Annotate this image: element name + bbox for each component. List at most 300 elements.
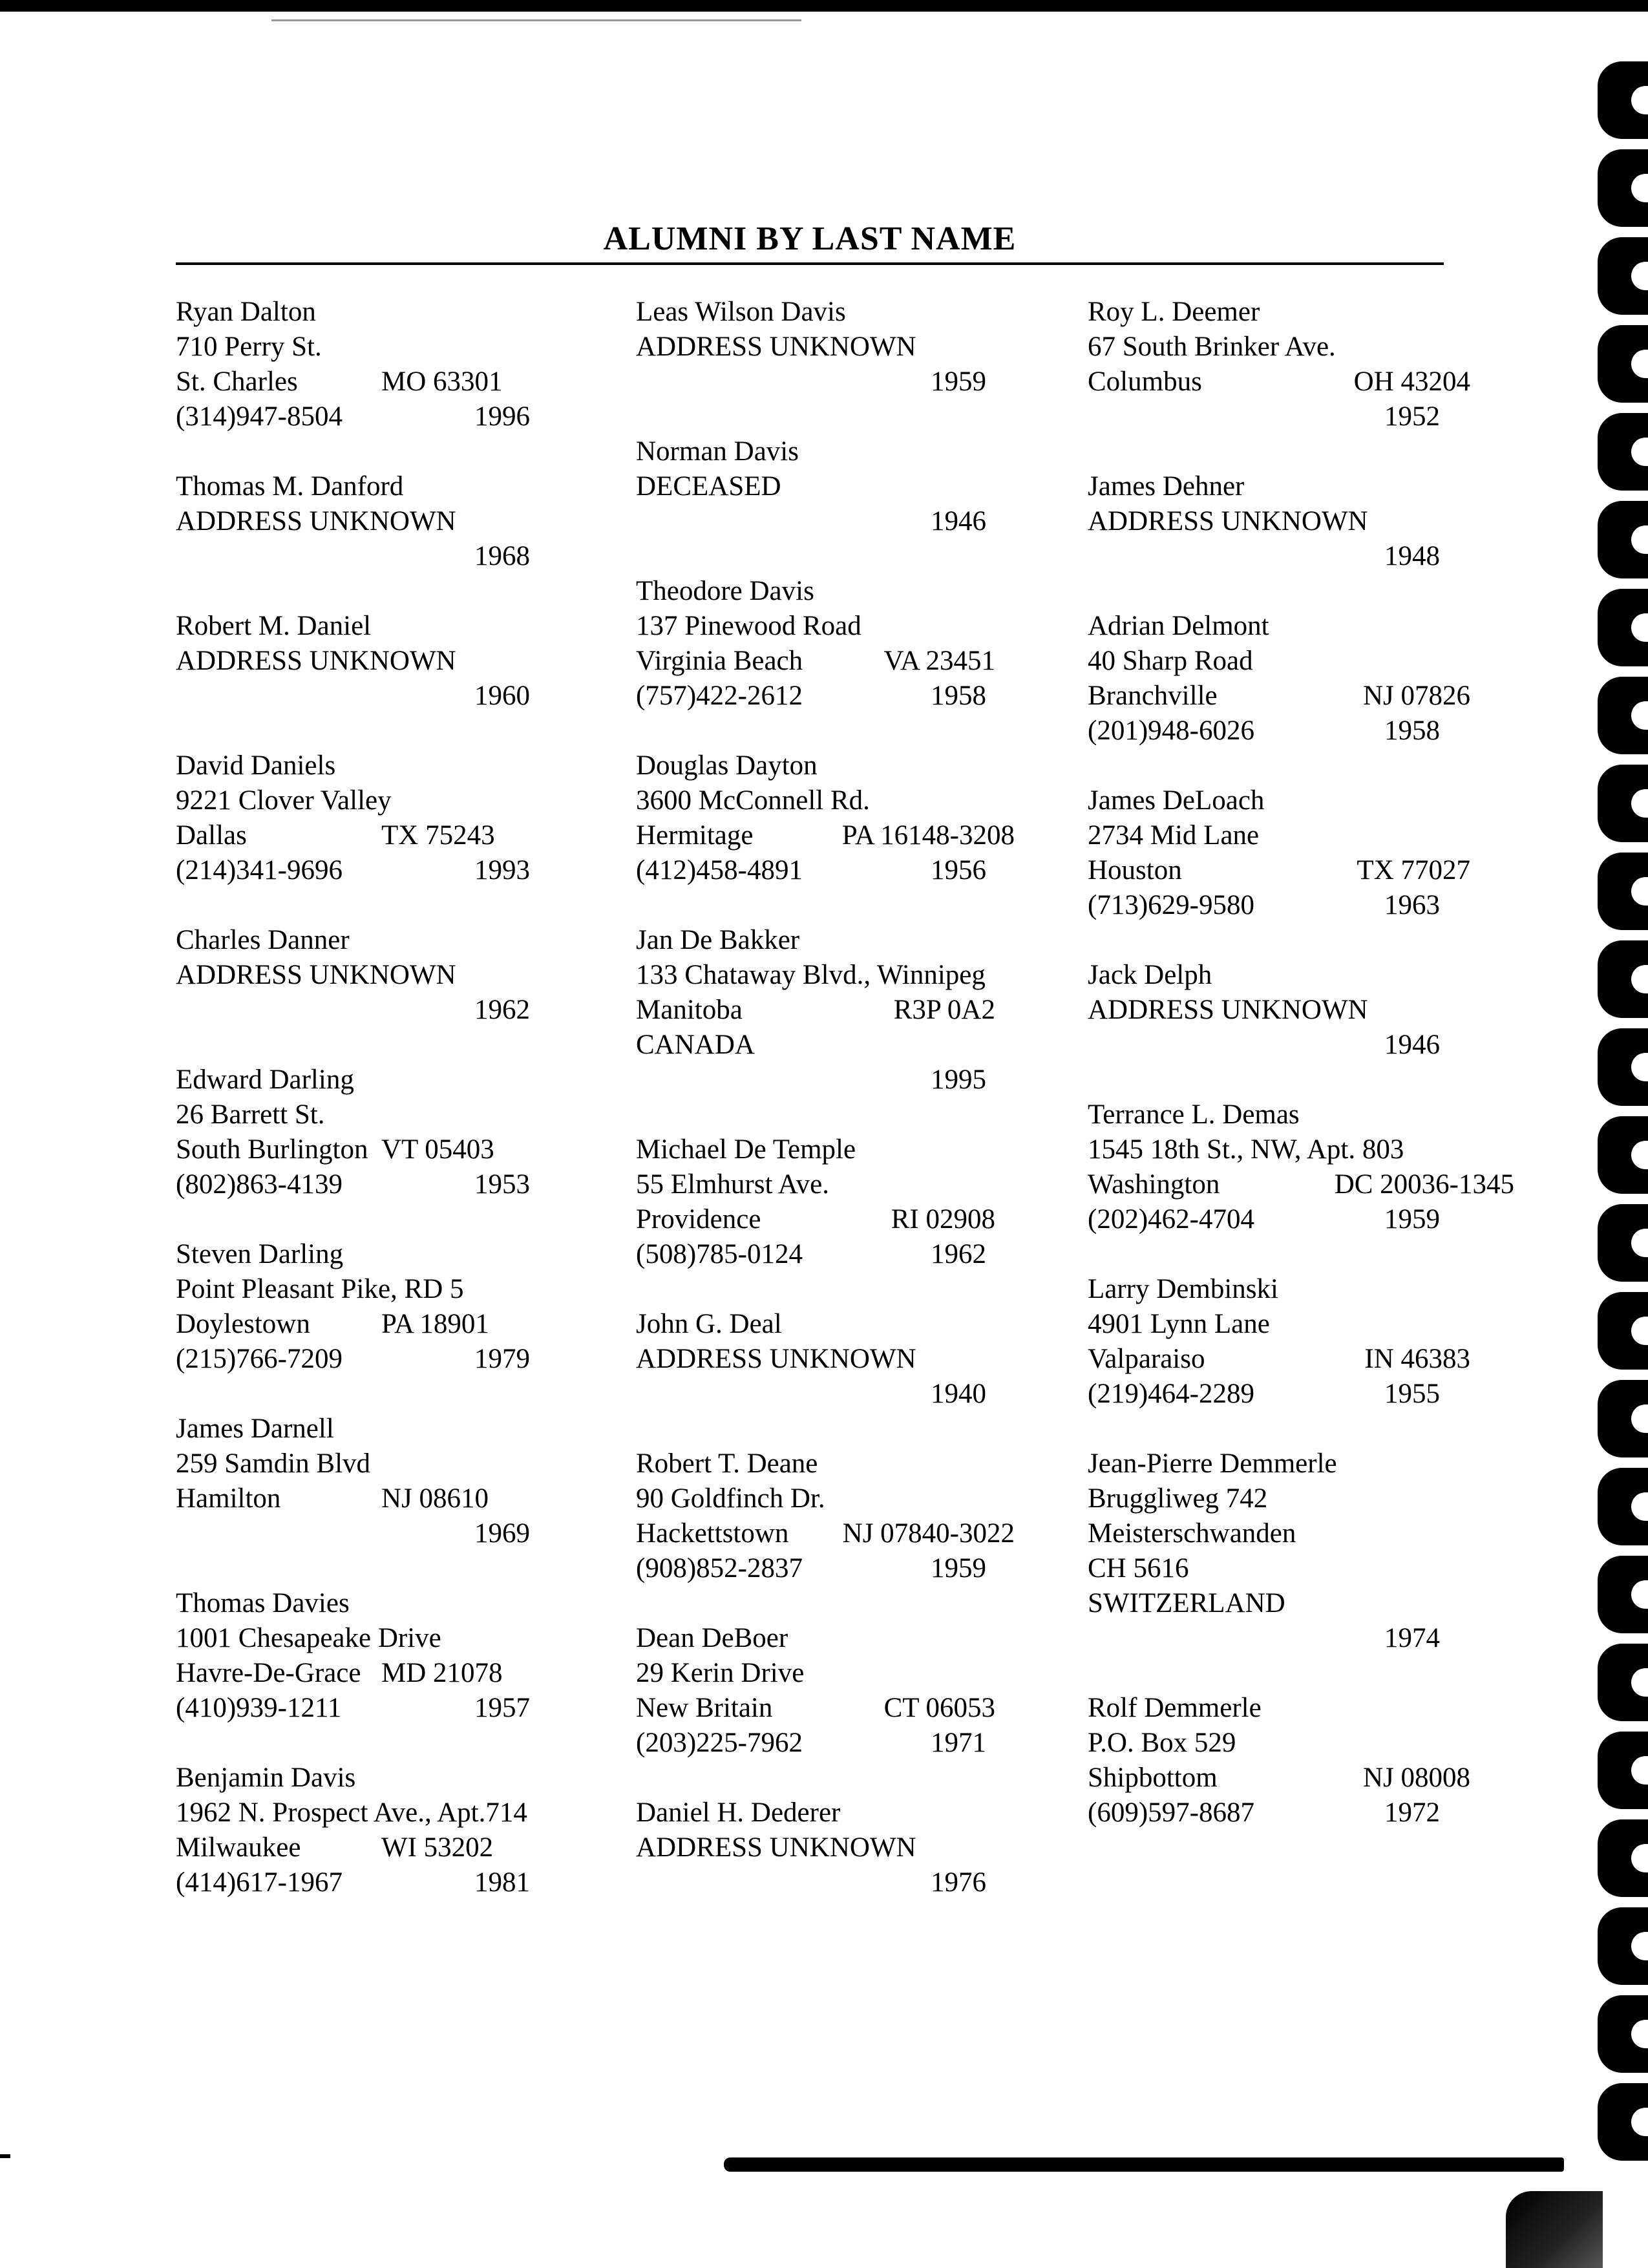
- city-state-row: [636, 1516, 1024, 1551]
- binding-hole: [1598, 1732, 1648, 1809]
- alumni-entry: [1088, 609, 1488, 748]
- address-line-row: [636, 1656, 1024, 1691]
- city: Branchville: [1088, 681, 1218, 711]
- phone-number: (412)458-4891: [636, 855, 803, 885]
- graduation-year: 1952: [1384, 401, 1440, 432]
- address-line: 40 Sharp Road: [1088, 646, 1253, 676]
- address-line: CH 5616: [1088, 1553, 1189, 1584]
- binding-hole: [1598, 413, 1648, 491]
- phone-number: (203)225-7962: [636, 1728, 803, 1758]
- address-line-row: [1088, 1132, 1488, 1167]
- phone-number: (202)462-4704: [1088, 1204, 1254, 1235]
- address-line-row: [636, 1830, 1024, 1865]
- address-line: ADDRESS UNKNOWN: [636, 332, 916, 362]
- page-title: ALUMNI BY LAST NAME: [603, 220, 1017, 257]
- alumni-name-row: [176, 609, 557, 644]
- address-line-row: [176, 644, 557, 679]
- address-line: ADDRESS UNKNOWN: [176, 960, 456, 990]
- phone-year-row: [636, 1726, 1024, 1761]
- alumni-name-row: [1088, 1272, 1488, 1307]
- alumni-name: Daniel H. Dederer: [636, 1797, 841, 1828]
- graduation-year: 1962: [931, 1239, 986, 1269]
- alumni-name-row: [636, 748, 1024, 783]
- alumni-name-row: [636, 1447, 1024, 1481]
- alumni-name: Roy L. Deemer: [1088, 297, 1260, 327]
- city-state-row: [176, 1656, 557, 1691]
- binding-hole: [1598, 1028, 1648, 1106]
- phone-year-row: [1088, 714, 1488, 748]
- binding-hole: [1598, 1819, 1648, 1897]
- binding-hole: [1598, 325, 1648, 403]
- alumni-name: Douglas Dayton: [636, 750, 818, 781]
- state-zip: R3P 0A2: [893, 995, 995, 1025]
- graduation-year: 1968: [474, 541, 530, 571]
- address-line-row: [636, 783, 1024, 818]
- binding-hole: [1598, 61, 1648, 139]
- alumni-name: Dean DeBoer: [636, 1623, 788, 1653]
- address-line-row: [176, 1447, 557, 1481]
- city-state-row: [636, 644, 1024, 679]
- alumni-name: Charles Danner: [176, 925, 350, 955]
- city-state-row: [1088, 1761, 1488, 1796]
- address-line: 9221 Clover Valley: [176, 785, 392, 816]
- address-line-row: [1088, 1726, 1488, 1761]
- binding-hole: [1598, 940, 1648, 1018]
- alumni-column-1: [176, 295, 557, 1935]
- alumni-entry: [636, 295, 1024, 399]
- city: Washington: [1088, 1169, 1220, 1200]
- phone-number: (802)863-4139: [176, 1169, 343, 1200]
- state-zip: NJ 08008: [1362, 1763, 1470, 1793]
- graduation-year: 1958: [1384, 715, 1440, 746]
- state-zip: PA 16148-3208: [841, 820, 1015, 851]
- city: Columbus: [1088, 366, 1202, 397]
- phone-number: (908)852-2837: [636, 1553, 803, 1584]
- alumni-name-row: [176, 469, 557, 504]
- alumni-name-row: [176, 923, 557, 958]
- address-line-row: [176, 1272, 557, 1307]
- address-line: Bruggliweg 742: [1088, 1483, 1268, 1514]
- graduation-year: 1979: [474, 1344, 530, 1374]
- alumni-name-row: [1088, 958, 1488, 993]
- alumni-entry: [176, 1237, 557, 1377]
- state-zip: NJ 07826: [1362, 681, 1470, 711]
- alumni-entry: [636, 748, 1024, 888]
- address-line-row: [1088, 993, 1488, 1028]
- graduation-year: 1996: [474, 401, 530, 432]
- address-line-row: [636, 958, 1024, 993]
- address-line: ADDRESS UNKNOWN: [636, 1832, 916, 1863]
- city-state-row: [176, 1830, 557, 1865]
- year-row: [176, 1516, 557, 1551]
- alumni-name-row: [1088, 295, 1488, 330]
- scan-left-mark: [0, 2154, 10, 2158]
- city-state-row: [176, 1307, 557, 1342]
- alumni-name: Jan De Bakker: [636, 925, 800, 955]
- phone-number: (215)766-7209: [176, 1344, 343, 1374]
- city-state-row: [636, 993, 1024, 1028]
- graduation-year: 1969: [474, 1518, 530, 1549]
- phone-number: (201)948-6026: [1088, 715, 1254, 746]
- alumni-entry: [636, 434, 1024, 539]
- alumni-entry: [176, 609, 557, 714]
- alumni-name: Adrian Delmont: [1088, 611, 1269, 641]
- alumni-name: Jean-Pierre Demmerle: [1088, 1448, 1337, 1479]
- phone-year-row: [176, 1691, 557, 1726]
- alumni-name: John G. Deal: [636, 1309, 782, 1339]
- alumni-entry: [636, 1307, 1024, 1412]
- city-state-row: [636, 818, 1024, 853]
- phone-year-row: [1088, 1202, 1488, 1237]
- scan-top-faint-line: [271, 19, 801, 21]
- graduation-year: 1959: [931, 366, 986, 397]
- city: Hamilton: [176, 1483, 281, 1514]
- city: New Britain: [636, 1693, 773, 1723]
- alumni-entry: [176, 1586, 557, 1726]
- graduation-year: 1972: [1384, 1797, 1440, 1828]
- city: Havre-De-Grace: [176, 1658, 361, 1688]
- city-state-row: [636, 1202, 1024, 1237]
- alumni-entry: [636, 1796, 1024, 1900]
- alumni-name: Ryan Dalton: [176, 297, 316, 327]
- binding-hole: [1598, 2083, 1648, 2161]
- city: Doylestown: [176, 1309, 310, 1339]
- year-row: [1088, 1028, 1488, 1063]
- alumni-entry: [636, 574, 1024, 714]
- alumni-entry: [1088, 783, 1488, 923]
- graduation-year: 1981: [474, 1867, 530, 1898]
- alumni-entry: [1088, 469, 1488, 574]
- year-row: [636, 504, 1024, 539]
- graduation-year: 1955: [1384, 1379, 1440, 1409]
- city-state-row: [176, 1132, 557, 1167]
- state-zip: IN 46383: [1364, 1344, 1470, 1374]
- address-line: ADDRESS UNKNOWN: [1088, 506, 1368, 536]
- address-line: SWITZERLAND: [1088, 1588, 1285, 1618]
- address-line-row: [176, 504, 557, 539]
- address-line: 26 Barrett St.: [176, 1099, 325, 1130]
- address-line: 259 Samdin Blvd: [176, 1448, 371, 1479]
- city: Dallas: [176, 820, 247, 851]
- binding-hole: [1598, 501, 1648, 578]
- alumni-entry: [176, 748, 557, 888]
- graduation-year: 1962: [474, 995, 530, 1025]
- alumni-name-row: [1088, 1097, 1488, 1132]
- address-line-row: [176, 783, 557, 818]
- graduation-year: 1959: [1384, 1204, 1440, 1235]
- state-zip: PA 18901: [381, 1309, 489, 1339]
- graduation-year: 1959: [931, 1553, 986, 1584]
- alumni-entry: [176, 1063, 557, 1202]
- phone-year-row: [636, 1237, 1024, 1272]
- alumni-name: James DeLoach: [1088, 785, 1265, 816]
- alumni-name-row: [636, 1307, 1024, 1342]
- address-line-row: [176, 330, 557, 365]
- phone-number: (508)785-0124: [636, 1239, 803, 1269]
- city: South Burlington: [176, 1134, 368, 1165]
- graduation-year: 1946: [931, 506, 986, 536]
- binding-hole: [1598, 237, 1648, 315]
- binding-hole: [1598, 1292, 1648, 1370]
- address-line: 1001 Chesapeake Drive: [176, 1623, 441, 1653]
- state-zip: OH 43204: [1353, 366, 1470, 397]
- address-line: 90 Goldfinch Dr.: [636, 1483, 825, 1514]
- address-line: 710 Perry St.: [176, 332, 322, 362]
- scan-bottom-edge: [724, 2157, 1564, 2172]
- alumni-name-row: [636, 1621, 1024, 1656]
- address-line-row: [636, 1342, 1024, 1377]
- alumni-name-row: [176, 1761, 557, 1796]
- state-zip: WI 53202: [381, 1832, 494, 1863]
- graduation-year: 1963: [1384, 890, 1440, 920]
- address-line: 67 South Brinker Ave.: [1088, 332, 1336, 362]
- year-row: [176, 539, 557, 574]
- graduation-year: 1948: [1384, 541, 1440, 571]
- alumni-column-3: [1088, 295, 1514, 1865]
- alumni-entry: [1088, 958, 1488, 1063]
- alumni-name-row: [636, 574, 1024, 609]
- alumni-name: Jack Delph: [1088, 960, 1212, 990]
- state-zip: DC 20036-1345: [1334, 1169, 1514, 1200]
- alumni-name: James Dehner: [1088, 471, 1245, 502]
- address-line: 137 Pinewood Road: [636, 611, 861, 641]
- phone-number: (713)629-9580: [1088, 890, 1254, 920]
- address-line-row: [636, 1167, 1024, 1202]
- alumni-name-row: [176, 1237, 557, 1272]
- address-line-row: [636, 469, 1024, 504]
- graduation-year: 1995: [931, 1065, 986, 1095]
- binding-hole: [1598, 1204, 1648, 1282]
- binding-hole: [1598, 853, 1648, 930]
- alumni-entry: [636, 1621, 1024, 1761]
- city: Shipbottom: [1088, 1763, 1218, 1793]
- alumni-entry: [636, 1132, 1024, 1272]
- city-state-row: [1088, 1167, 1514, 1202]
- binding-hole: [1598, 1907, 1648, 1985]
- alumni-name: Robert T. Deane: [636, 1448, 818, 1479]
- alumni-entry: [1088, 1447, 1488, 1656]
- year-row: [636, 1377, 1024, 1412]
- address-line: ADDRESS UNKNOWN: [636, 1344, 916, 1374]
- alumni-name-row: [1088, 783, 1488, 818]
- binding-hole: [1598, 1116, 1648, 1194]
- phone-year-row: [176, 1167, 557, 1202]
- graduation-year: 1956: [931, 855, 986, 885]
- address-line-row: [1088, 1516, 1488, 1551]
- graduation-year: 1971: [931, 1728, 986, 1758]
- address-line-row: [636, 1481, 1024, 1516]
- alumni-name: Steven Darling: [176, 1239, 344, 1269]
- binding-hole: [1598, 1556, 1648, 1633]
- state-zip: NJ 08610: [381, 1483, 489, 1514]
- city: Virginia Beach: [636, 646, 803, 676]
- binding-hole: [1598, 1995, 1648, 2073]
- phone-number: (214)341-9696: [176, 855, 343, 885]
- address-line-row: [1088, 504, 1488, 539]
- address-line: 2734 Mid Lane: [1088, 820, 1260, 851]
- alumni-entry: [176, 295, 557, 434]
- alumni-name-row: [636, 295, 1024, 330]
- graduation-year: 1993: [474, 855, 530, 885]
- phone-number: (410)939-1211: [176, 1693, 342, 1723]
- graduation-year: 1960: [474, 681, 530, 711]
- state-zip: TX 75243: [381, 820, 495, 851]
- alumni-name-row: [1088, 1447, 1488, 1481]
- alumni-name-row: [176, 295, 557, 330]
- state-zip: VA 23451: [883, 646, 995, 676]
- city: Houston: [1088, 855, 1182, 885]
- alumni-name-row: [636, 1132, 1024, 1167]
- state-zip: VT 05403: [381, 1134, 494, 1165]
- address-line-row: [176, 1621, 557, 1656]
- city: Hackettstown: [636, 1518, 789, 1549]
- phone-year-row: [1088, 1377, 1488, 1412]
- address-line-row: [176, 1097, 557, 1132]
- alumni-name: Theodore Davis: [636, 576, 814, 606]
- alumni-column-2: [636, 295, 1024, 1935]
- binding-hole: [1598, 589, 1648, 666]
- binding-hole: [1598, 765, 1648, 842]
- alumni-name: Edward Darling: [176, 1065, 354, 1095]
- title-rule: [176, 262, 1444, 265]
- alumni-name-row: [636, 434, 1024, 469]
- address-line-row: [636, 330, 1024, 365]
- phone-number: (219)464-2289: [1088, 1379, 1254, 1409]
- graduation-year: 1958: [931, 681, 986, 711]
- country: CANADA: [636, 1030, 755, 1060]
- address-line-row: [176, 958, 557, 993]
- address-line-row: [1088, 330, 1488, 365]
- alumni-name-row: [1088, 469, 1488, 504]
- alumni-name: Norman Davis: [636, 436, 799, 467]
- state-zip: MD 21078: [381, 1658, 503, 1688]
- address-line-row: [1088, 818, 1488, 853]
- city-state-row: [176, 818, 557, 853]
- alumni-name: Benjamin Davis: [176, 1763, 356, 1793]
- alumni-name-row: [1088, 609, 1488, 644]
- state-zip: TX 77027: [1357, 855, 1470, 885]
- year-row: [1088, 539, 1488, 574]
- phone-year-row: [176, 1342, 557, 1377]
- address-line: 1545 18th St., NW, Apt. 803: [1088, 1134, 1404, 1165]
- phone-number: (414)617-1967: [176, 1867, 343, 1898]
- alumni-name: Thomas Davies: [176, 1588, 350, 1618]
- city: Milwaukee: [176, 1832, 301, 1863]
- city-state-row: [176, 1481, 557, 1516]
- alumni-entry: [1088, 1691, 1488, 1830]
- binding-hole: [1598, 149, 1648, 227]
- graduation-year: 1946: [1384, 1030, 1440, 1060]
- state-zip: NJ 07840-3022: [842, 1518, 1015, 1549]
- city-state-row: [1088, 853, 1488, 888]
- graduation-year: 1953: [474, 1169, 530, 1200]
- phone-number: (757)422-2612: [636, 681, 803, 711]
- address-line: 4901 Lynn Lane: [1088, 1309, 1270, 1339]
- phone-year-row: [636, 1551, 1024, 1586]
- state-zip: RI 02908: [891, 1204, 995, 1235]
- address-line-row: [1088, 1307, 1488, 1342]
- alumni-name-row: [1088, 1691, 1488, 1726]
- address-line-row: [176, 1796, 557, 1830]
- graduation-year: 1974: [1384, 1623, 1440, 1653]
- alumni-entry: [1088, 295, 1488, 434]
- alumni-name: Robert M. Daniel: [176, 611, 372, 641]
- alumni-entry: [176, 1761, 557, 1900]
- alumni-entry: [176, 1412, 557, 1551]
- alumni-entry: [636, 1447, 1024, 1586]
- address-line: P.O. Box 529: [1088, 1728, 1236, 1758]
- city-state-row: [1088, 1342, 1488, 1377]
- binding-hole: [1598, 1468, 1648, 1545]
- year-row: [636, 1865, 1024, 1900]
- phone-number: (609)597-8687: [1088, 1797, 1254, 1828]
- graduation-year: 1957: [474, 1693, 530, 1723]
- city-state-row: [176, 365, 557, 399]
- city: Valparaiso: [1088, 1344, 1205, 1374]
- address-line-row: [636, 609, 1024, 644]
- address-line: ADDRESS UNKNOWN: [176, 506, 456, 536]
- graduation-year: 1976: [931, 1867, 986, 1898]
- state-zip: MO 63301: [381, 366, 503, 397]
- phone-year-row: [636, 853, 1024, 888]
- alumni-entry: [176, 923, 557, 1028]
- alumni-name: Michael De Temple: [636, 1134, 856, 1165]
- alumni-name-row: [176, 1063, 557, 1097]
- alumni-name: James Darnell: [176, 1414, 334, 1444]
- binding-hole: [1598, 677, 1648, 754]
- alumni-name: Terrance L. Demas: [1088, 1099, 1300, 1130]
- alumni-name: Thomas M. Danford: [176, 471, 404, 502]
- city: Manitoba: [636, 995, 743, 1025]
- phone-number: (314)947-8504: [176, 401, 343, 432]
- year-row: [1088, 1621, 1488, 1656]
- address-line: 1962 N. Prospect Ave., Apt.714: [176, 1797, 527, 1828]
- alumni-name-row: [176, 748, 557, 783]
- phone-year-row: [1088, 1796, 1488, 1830]
- city-state-row: [1088, 365, 1488, 399]
- address-line: 133 Chataway Blvd., Winnipeg: [636, 960, 986, 990]
- graduation-year: 1940: [931, 1379, 986, 1409]
- phone-year-row: [176, 399, 557, 434]
- scan-top-edge: [0, 0, 1648, 12]
- address-line-row: [1088, 1481, 1488, 1516]
- address-line: Point Pleasant Pike, RD 5: [176, 1274, 464, 1304]
- address-line: 29 Kerin Drive: [636, 1658, 805, 1688]
- year-row: [636, 365, 1024, 399]
- alumni-name: Rolf Demmerle: [1088, 1693, 1262, 1723]
- phone-year-row: [176, 1865, 557, 1900]
- address-line: DECEASED: [636, 471, 781, 502]
- spiral-binding: [1589, 61, 1648, 2168]
- scan-bottom-corner-shadow: [1506, 2191, 1603, 2268]
- alumni-name: Leas Wilson Davis: [636, 297, 846, 327]
- city: St. Charles: [176, 366, 298, 397]
- alumni-name: David Daniels: [176, 750, 336, 781]
- alumni-name: Larry Dembinski: [1088, 1274, 1278, 1304]
- city: Hermitage: [636, 820, 754, 851]
- alumni-entry: [176, 469, 557, 574]
- address-line: ADDRESS UNKNOWN: [1088, 995, 1368, 1025]
- binding-hole: [1598, 1644, 1648, 1721]
- alumni-name-row: [636, 1796, 1024, 1830]
- address-line: ADDRESS UNKNOWN: [176, 646, 456, 676]
- phone-year-row: [1088, 888, 1488, 923]
- address-line: 55 Elmhurst Ave.: [636, 1169, 829, 1200]
- alumni-entry: [1088, 1272, 1488, 1412]
- alumni-name-row: [176, 1412, 557, 1447]
- alumni-entry: [1088, 1097, 1514, 1237]
- address-line-row: [1088, 1586, 1488, 1621]
